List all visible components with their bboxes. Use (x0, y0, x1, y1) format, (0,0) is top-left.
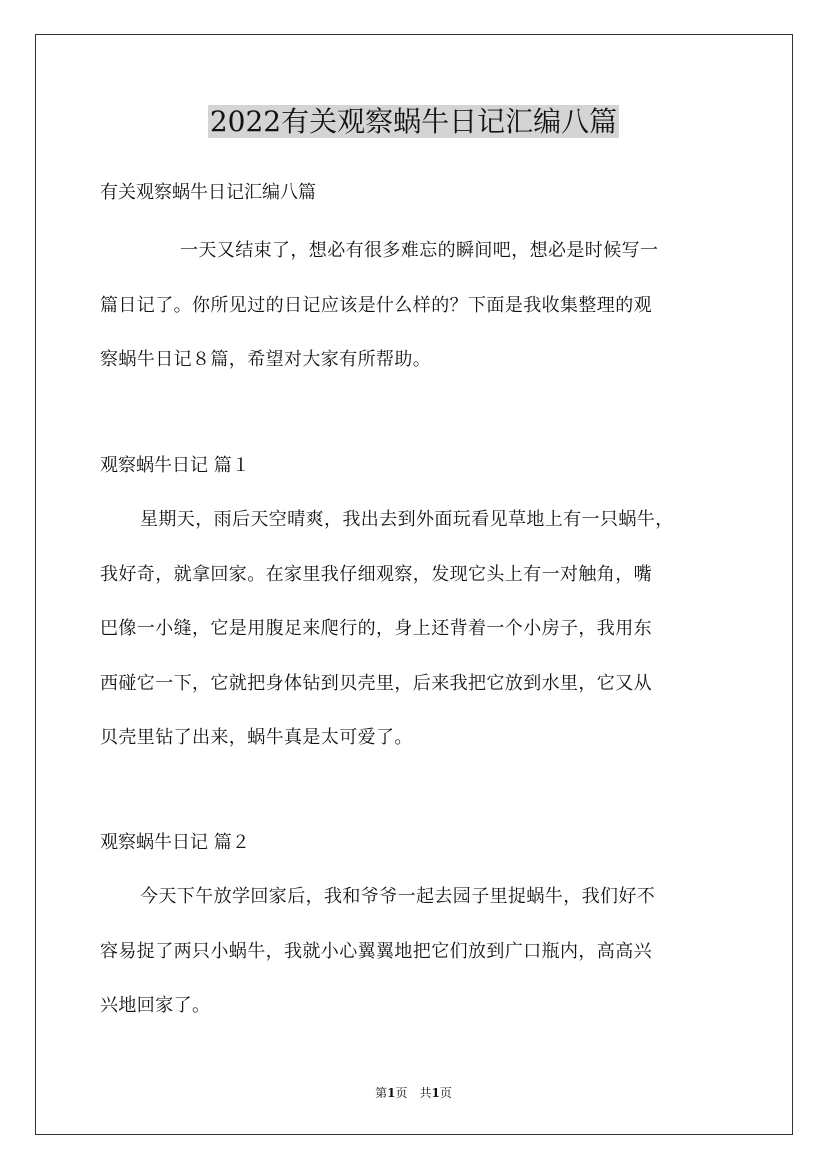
section-line: 我好奇，就拿回家。在家里我仔细观察，发现它头上有一对触角，嘴 (100, 563, 652, 585)
footer-suffix: 页 (439, 1086, 452, 1100)
page-footer (0, 1083, 827, 1103)
footer-page-number: 1 (387, 1086, 396, 1100)
intro-line: 篇日记了。你所见过的日记应该是什么样的？下面是我收集整理的观 (100, 294, 652, 316)
section-line: 巴像一小缝，它是用腹足来爬行的，身上还背着一个小房子，我用东 (100, 618, 652, 639)
document-subtitle: 有关观察蜗牛日记汇编八篇 (100, 182, 316, 203)
section-heading: 观察蜗牛日记 篇２ (100, 831, 250, 853)
document-body (100, 175, 740, 1034)
spacer (100, 766, 740, 816)
footer-mid: 页 共 (395, 1086, 432, 1100)
intro-line: 察蜗牛日记８篇，希望对大家有所帮助。 (100, 349, 432, 370)
spacer (100, 388, 740, 439)
intro-paragraph (100, 224, 740, 388)
intro-line: 一天又结束了，想必有很多难忘的瞬间吧，想必是时候写一 (180, 240, 659, 261)
section-line: 贝壳里钻了出来，蜗牛真是太可爱了。 (100, 727, 413, 748)
section-2 (100, 816, 740, 1034)
section-line: 星期天，雨后天空晴爽，我出去到外面玩看见草地上有一只蜗牛， (140, 509, 674, 530)
section-line: 西碰它一下，它就把身体钻到贝壳里，后来我把它放到水里，它又从 (100, 672, 652, 694)
section-heading: 观察蜗牛日记 篇１ (100, 454, 250, 476)
footer-prefix: 第 (375, 1086, 388, 1100)
document-title-text: 2022有关观察蜗牛日记汇编八篇 (209, 105, 618, 138)
section-line: 今天下午放学回家后，我和爷爷一起去园子里捉蜗牛，我们好不 (140, 886, 656, 907)
section-line: 容易捉了两只小蜗牛，我就小心翼翼地把它们放到广口瓶内，高高兴 (100, 940, 652, 962)
document-title (0, 100, 827, 144)
footer-total-pages: 1 (431, 1086, 440, 1100)
section-line: 兴地回家了。 (100, 995, 211, 1016)
section-1 (100, 439, 740, 766)
